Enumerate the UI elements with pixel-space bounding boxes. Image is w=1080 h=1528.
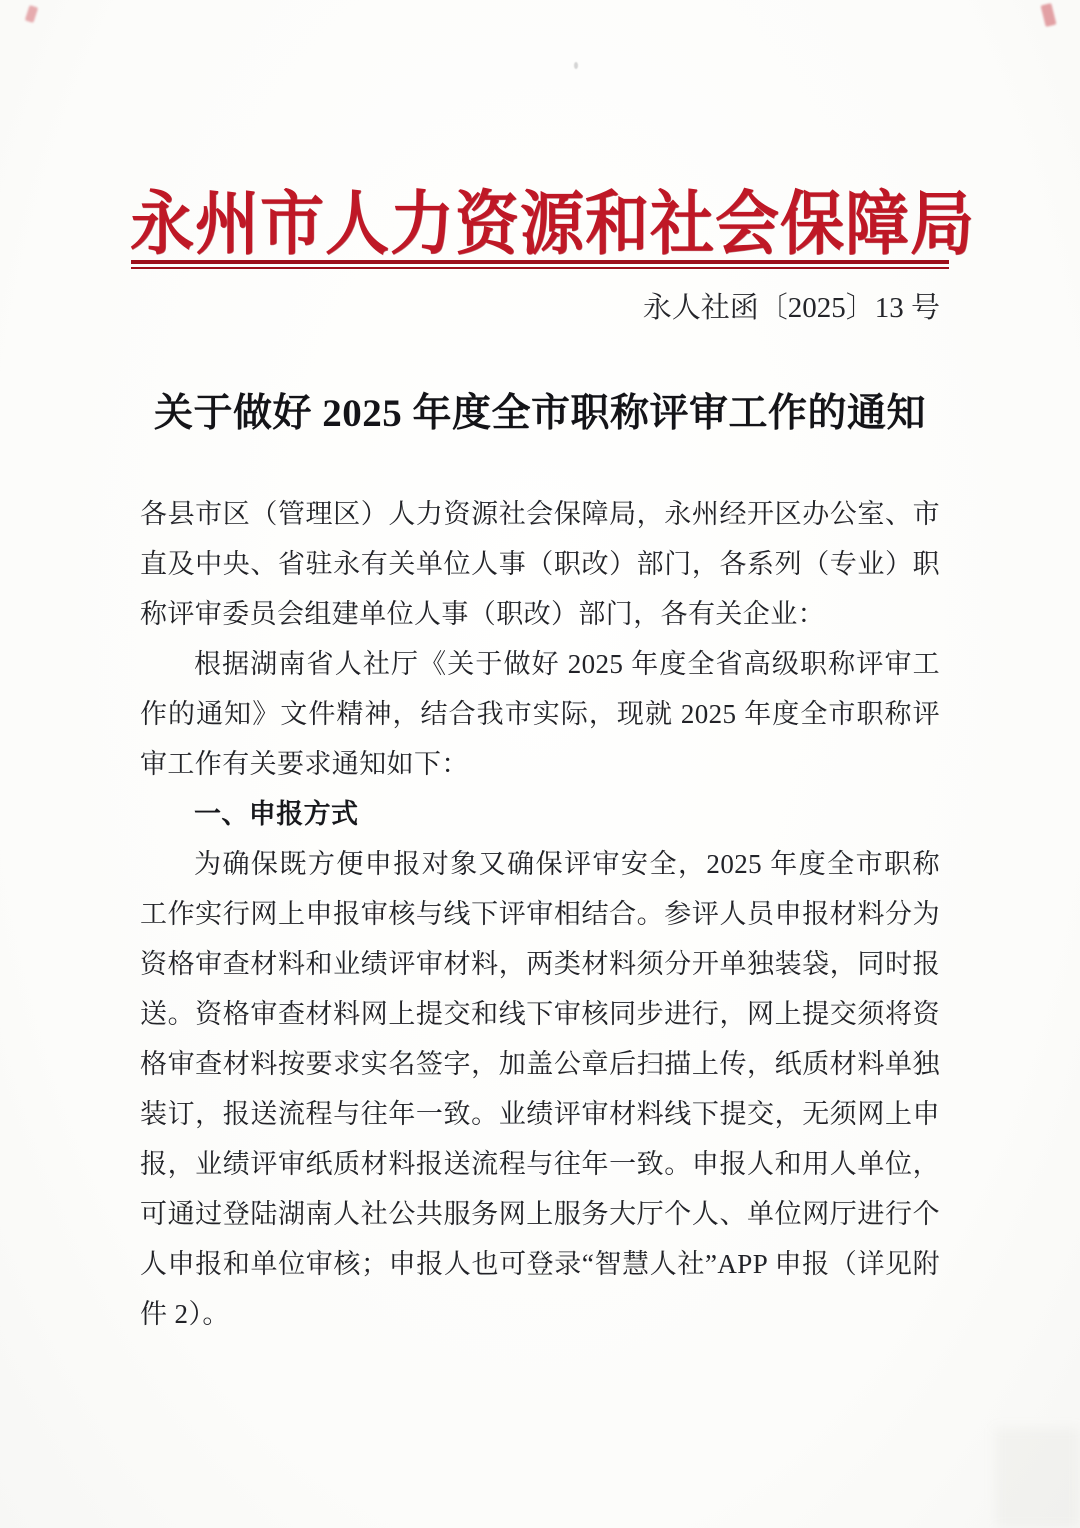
section-heading: 一、申报方式 xyxy=(194,799,359,829)
recipients-paragraph: 各县市区（管理区）人力资源社会保障局，永州经开区办公室、市直及中央、省驻永有关单位人事（职改）部门，各系列（专业）职称评审委员会组建单位人事（职改）部门，各有关企业： xyxy=(140,499,940,629)
agency-title: 永州市人力资源和社会保障局 xyxy=(130,185,975,263)
section-paragraph: 为确保既方便申报对象又确保评审安全，2025 年度全市职称工作实行网上申报审核与线下评审相结合。参评人员申报材料分为资格审查材料和业绩评审材料，两类材料须分开单独装袋，同时报送。资格审查材料网上提交和线下审核同步进行，网上提交须将资格审查材料按要求实名签字，加盖公章后扫描上传，纸质材料单独装订，报送流程与往年一致。业绩评审材料线下提交，无须网上申报，业绩评审纸质材料报送流程与往年一致。申报人和用人单位，可通过登陆湖南人社公共服务网上服务大厅个人、单位网厅进行个人申报和单位审核；申报人也可登录“智慧人社”APP 申报（详见附件 2）。 xyxy=(140,849,940,1329)
notice-title: 关于做好 2025 年度全市职称评审工作的通知 xyxy=(153,392,926,435)
letterhead xyxy=(0,0,1080,325)
preamble-paragraph: 根据湖南省人社厅《关于做好 2025 年度全省高级职称评审工作的通知》文件精神，结合我市实际，现就 2025 年度全市职称评审工作有关要求通知如下： xyxy=(140,649,940,779)
notice-body xyxy=(140,489,940,1339)
doc-number: 永人社函〔2025〕13 号 xyxy=(642,292,940,324)
scan-artifact xyxy=(995,1428,1080,1528)
